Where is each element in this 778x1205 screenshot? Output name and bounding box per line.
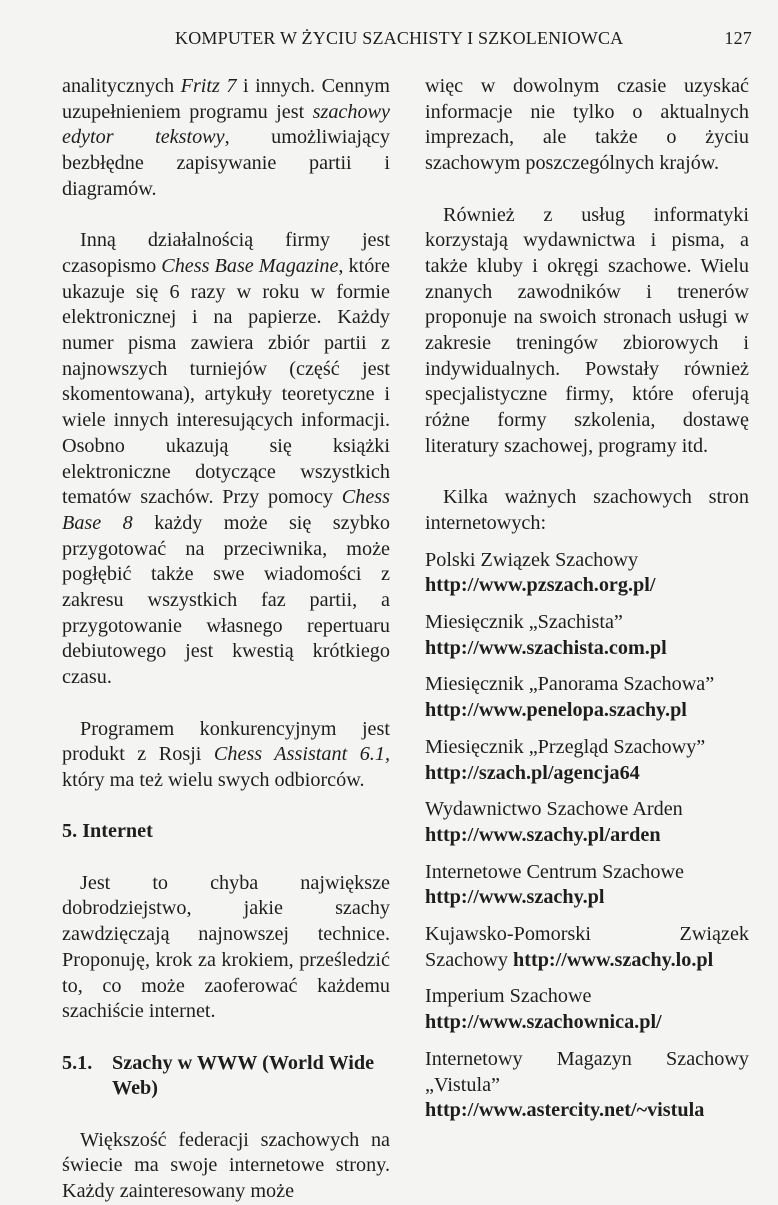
link-entry [425, 922, 749, 973]
site-name: Polski Związek Szachowy [425, 548, 639, 571]
paragraph [62, 717, 390, 794]
italic-title: Chess Base Magazine [161, 254, 339, 277]
link-entry [425, 672, 749, 723]
paragraph: Kilka ważnych szachowych stron internetowych: [425, 486, 749, 534]
site-url: http://www.szachista.com.pl [425, 636, 667, 659]
site-url: http://www.pzszach.org.pl/ [425, 574, 656, 597]
text-run: , które ukazuje się 6 razy w roku w formie elektronicznej i na papierze. Każdy numer pisma zawiera zbiór partii z najnowszych turniejów (część jest skomentowana), artykuły teoretyczne i wiele innych interesujących informacji. Osobno ukazują się książki elektroniczne dotyczące wszystkich tematów szachów. Przy pomocy [62, 254, 390, 509]
site-name: Miesięcznik „Przegląd Szachowy” [425, 735, 706, 758]
paragraph: Jest to chyba największe dobrodziejstwo, jakie szachy zawdzięczają najnowszej technice. Proponuję, krok za krokiem, prześledzić to, co może zaoferować każdemu szachiście internet. [62, 871, 390, 1023]
italic-title: Fritz 7 [180, 75, 237, 97]
italic-title: Chess Assistant 6.1, [213, 743, 390, 766]
running-title: KOMPUTER W ŻYCIU SZACHISTY I SZKOLENIOWCA [175, 28, 624, 48]
subsection-number: 5.1. [62, 1051, 93, 1074]
link-list [425, 548, 749, 1124]
site-name: Imperium Szachowe [425, 985, 592, 1008]
paragraph [62, 228, 390, 691]
site-url: http://www.astercity.net/~vistula [425, 1099, 705, 1122]
text-run: Inną działalnością firmy jest czasopismo [62, 229, 390, 277]
text-run: analitycznych [62, 75, 181, 97]
text-run: który ma też wielu swych odbiorców. [62, 768, 365, 791]
link-entry [425, 548, 749, 599]
text-run: i innych. Cennym uzupełnieniem programu jest [62, 75, 390, 123]
subsection-heading [62, 1051, 390, 1102]
site-name: Kujawsko-Pomorski Związek Szachowy [425, 923, 749, 971]
italic-term: szachowy edytor tekstowy [62, 100, 390, 149]
link-entry [425, 797, 749, 848]
site-name: Wydawnictwo Szachowe Arden [425, 798, 683, 821]
site-name: Miesięcznik „Szachista” [425, 611, 623, 634]
link-entry [425, 735, 749, 786]
italic-title: Chess Base 8 [62, 486, 390, 534]
site-url: http://www.szachownica.pl/ [425, 1011, 662, 1034]
site-url: http://szach.pl/agencja64 [425, 761, 640, 784]
section-heading: 5. Internet [62, 820, 153, 843]
site-url: http://www.szachy.pl/arden [425, 823, 661, 846]
site-url: http://www.szachy.pl [425, 886, 605, 909]
page-number: 127 [724, 28, 752, 48]
text-run: każdy może się szybko przygotować na przeciwnika, może pogłębić także swe wiadomości z zakresu wszystkich faz partii, a przygotowanie własnego repertuaru debiutowego jest kwestią krótkiego czasu. [62, 511, 390, 689]
site-name: Miesięcznik „Panorama Szachowa” [425, 673, 715, 696]
link-entry [425, 860, 749, 911]
paragraph: Również z usług informatyki korzystają wydawnictwa i pisma, a także kluby i okręgi szachowe. Wielu znanych zawodników i trenerów proponuje na swoich stronach usługi w zakresie treningów zbiorowych i indywidualnych. Powstały również specjalistyczne firmy, które oferują różne formy szkolenia, dostawę literatury szachowej, programy itd. [425, 203, 749, 457]
subsection-title: Szachy w WWW (World Wide Web) [112, 1051, 375, 1100]
site-name: Internetowy Magazyn Szachowy „Vistula” [425, 1047, 749, 1096]
site-url: http://www.penelopa.szachy.pl [425, 699, 687, 722]
site-name: Internetowe Centrum Szachowe [425, 860, 684, 883]
link-entry [425, 984, 749, 1035]
text-run: Programem konkurencyjnym jest produkt z Rosji [62, 717, 390, 766]
text-run: , umożliwiający bezbłędne zapisywanie partii i diagramów. [62, 126, 390, 200]
paragraph [62, 74, 390, 203]
paragraph: Większość federacji szachowych na świecie ma swoje internetowe strony. Każdy zainteresowany może [62, 1128, 390, 1203]
left-column [62, 74, 390, 1205]
site-url: http://www.szachy.lo.pl [513, 948, 714, 971]
link-entry [425, 610, 749, 661]
right-column [425, 74, 749, 1124]
paragraph: więc w dowolnym czasie uzyskać informacje nie tylko o aktualnych imprezach, ale także o życiu szachowym poszczególnych krajów. [425, 75, 749, 175]
link-entry [425, 1047, 749, 1124]
